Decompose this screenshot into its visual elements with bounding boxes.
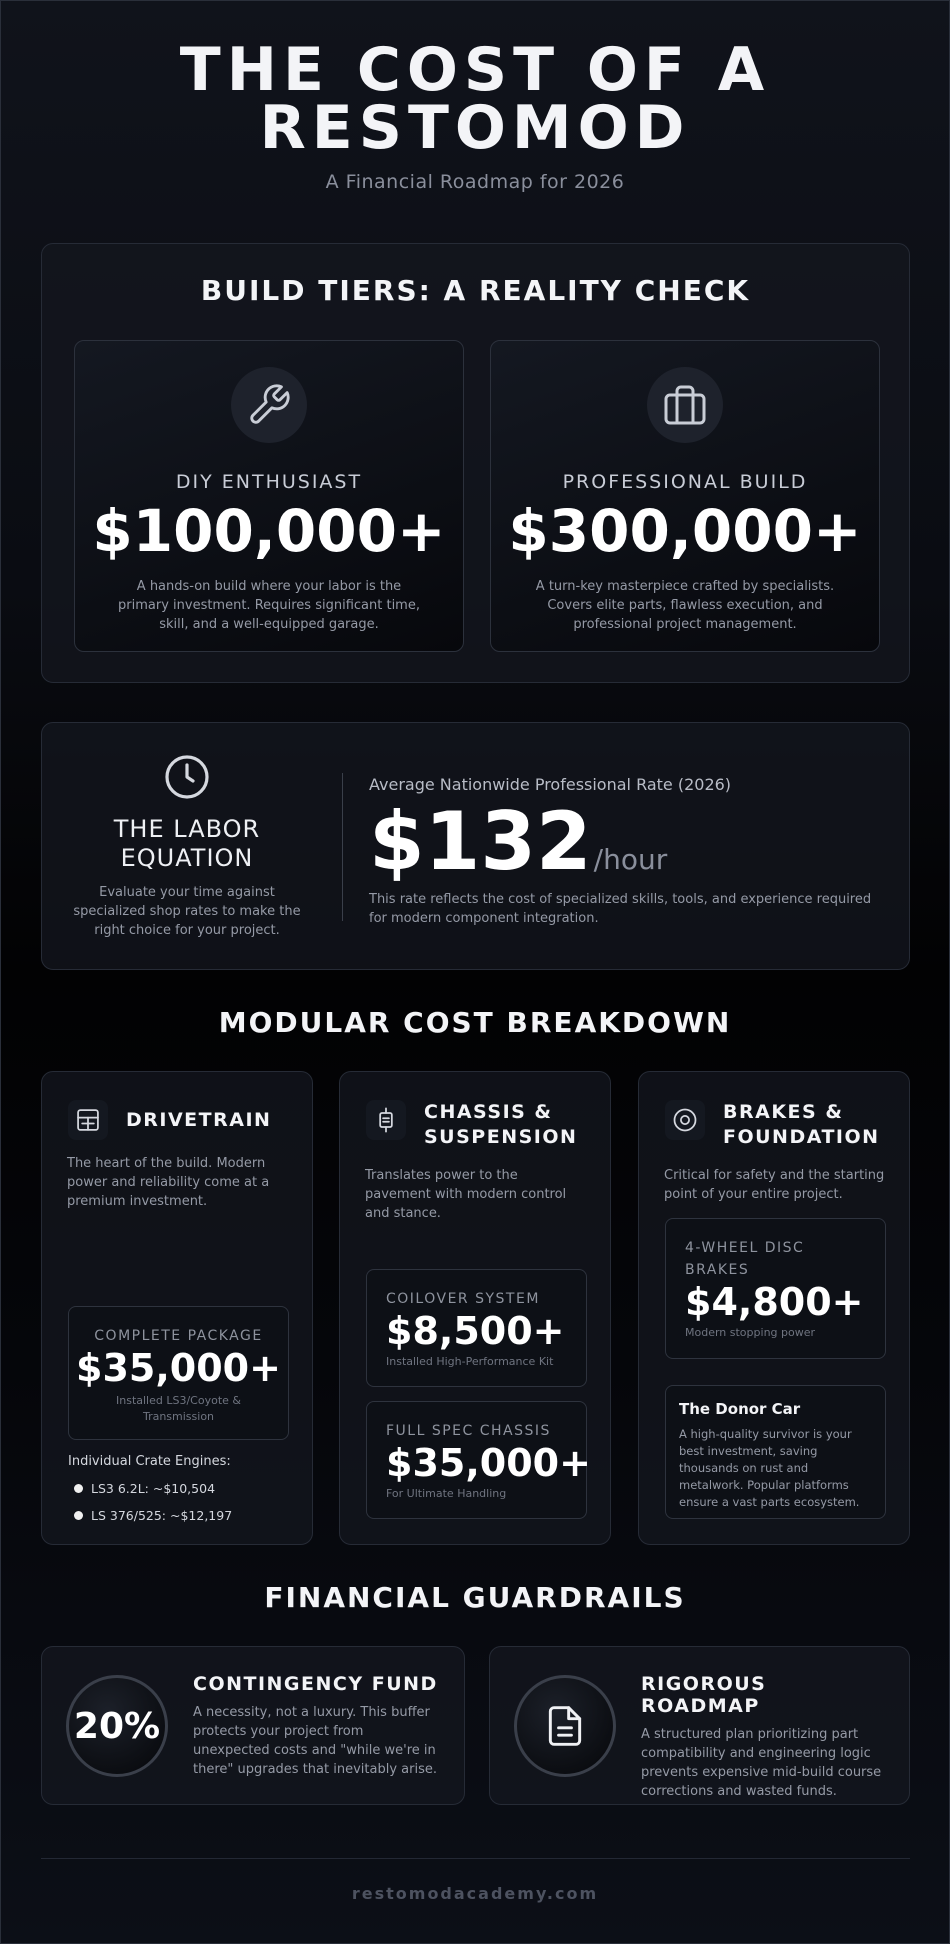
engine-icon xyxy=(68,1100,108,1140)
donor-car-box xyxy=(665,1385,886,1519)
crate-engines-title: Individual Crate Engines: xyxy=(68,1454,231,1469)
brakes-title-line-1: BRAKES & xyxy=(723,1101,844,1123)
cost-subtext: Modern stopping power xyxy=(685,1326,816,1339)
suspension-icon xyxy=(366,1100,406,1140)
document-icon xyxy=(514,1675,616,1777)
build-tiers-title: BUILD TIERS: A REALITY CHECK xyxy=(200,274,751,307)
chassis-card xyxy=(339,1071,611,1545)
labor-divider xyxy=(342,773,343,921)
infographic-page xyxy=(1,1,949,1903)
roadmap-description: A structured plan prioritizing part compatibility and engineering logic prevents expensive mid-build course corrections and wasted funds. xyxy=(641,1727,882,1799)
page-title xyxy=(1,1,949,163)
list-item: LS 376/525: ~$12,197 xyxy=(68,1508,232,1523)
labor-rate-unit: /hour xyxy=(593,843,668,876)
labor-rate-value: $132 xyxy=(369,795,592,888)
roadmap-card xyxy=(489,1646,910,1805)
drivetrain-card xyxy=(41,1071,313,1545)
cost-value: $35,000+ xyxy=(76,1346,281,1390)
tier-description: A hands-on build where your labor is the primary investment. Requires significant time, skill, and a well-equipped garage. xyxy=(118,579,420,632)
labor-description: Evaluate your time against specialized shop rates to make the right choice for your project. xyxy=(73,885,301,938)
labor-rate-note: This rate reflects the cost of specialized skills, tools, and experience required for modern component integration. xyxy=(369,892,872,926)
contingency-percent: 20% xyxy=(73,1705,161,1747)
tier-card-professional xyxy=(490,340,880,652)
tier-label: DIY ENTHUSIAST xyxy=(175,471,363,493)
cost-subtext: Installed LS3/Coyote & Transmission xyxy=(116,1394,241,1423)
disc-brakes-box xyxy=(665,1218,886,1359)
cost-label: COMPLETE PACKAGE xyxy=(94,1328,263,1344)
tier-description: A turn-key masterpiece crafted by specialists. Covers elite parts, flawless execution, and professional project management. xyxy=(535,579,835,632)
full-chassis-box xyxy=(366,1401,591,1519)
drivetrain-header xyxy=(68,1100,312,1140)
cost-label: COILOVER SYSTEM xyxy=(386,1291,540,1307)
labor-rate-caption: Average Nationwide Professional Rate (2026) xyxy=(369,775,732,794)
cost-value: $35,000+ xyxy=(386,1441,591,1485)
brakes-title-line-2: FOUNDATION xyxy=(723,1126,880,1148)
cost-subtext: Installed High-Performance Kit xyxy=(386,1355,554,1368)
contingency-card xyxy=(41,1646,465,1805)
tier-label: PROFESSIONAL BUILD xyxy=(562,471,808,493)
roadmap-title: RIGOROUS ROADMAP xyxy=(641,1673,767,1717)
financial-guardrails-title: FINANCIAL GUARDRAILS xyxy=(264,1581,686,1614)
labor-title: THE LABOR EQUATION xyxy=(113,815,261,872)
labor-equation-panel xyxy=(41,722,910,970)
brakes-description: Critical for safety and the starting point of your entire project. xyxy=(664,1168,885,1202)
labor-rate-block xyxy=(369,775,889,928)
title-line-2: RESTOMOD xyxy=(259,93,691,163)
contingency-text xyxy=(193,1673,443,1779)
cost-value: $4,800+ xyxy=(685,1280,864,1324)
chassis-header xyxy=(366,1100,610,1150)
donor-car-title: The Donor Car xyxy=(679,1400,801,1418)
coilover-box xyxy=(366,1269,587,1387)
tier-price: $300,000+ xyxy=(508,497,862,565)
contingency-percent-circle xyxy=(66,1675,168,1777)
tier-price: $100,000+ xyxy=(92,497,446,565)
wrench-icon xyxy=(231,367,307,443)
cost-label: FULL SPEC CHASSIS xyxy=(386,1423,551,1439)
drivetrain-package-box xyxy=(68,1306,289,1440)
chassis-title-line-2: SUSPENSION xyxy=(424,1126,578,1148)
contingency-title: CONTINGENCY FUND xyxy=(193,1673,438,1695)
modular-breakdown-title: MODULAR COST BREAKDOWN xyxy=(218,1006,732,1039)
labor-rate-row xyxy=(369,795,889,888)
drivetrain-title: DRIVETRAIN xyxy=(126,1109,272,1131)
brakes-card xyxy=(638,1071,910,1545)
donor-car-description: A high-quality survivor is your best investment, saving thousands on rust and metalwork. Popular platforms ensure a vast parts ecosystem. xyxy=(679,1427,860,1509)
footer-site: restomodacademy.com xyxy=(351,1884,599,1903)
drivetrain-description: The heart of the build. Modern power and reliability come at a premium investment. xyxy=(67,1156,270,1209)
footer-divider xyxy=(41,1858,910,1859)
title-line-1: THE COST OF A xyxy=(179,35,771,105)
chassis-title xyxy=(424,1100,577,1150)
briefcase-icon xyxy=(647,367,723,443)
labor-intro xyxy=(72,753,302,940)
brakes-title xyxy=(723,1100,880,1150)
cost-label: 4-WHEEL DISC BRAKES xyxy=(685,1240,805,1278)
brakes-header xyxy=(665,1100,909,1150)
contingency-description: A necessity, not a luxury. This buffer protects your project from unexpected costs and "while we're in there" upgrades that inevitably arise. xyxy=(193,1705,437,1777)
list-item: LS3 6.2L: ~$10,504 xyxy=(68,1481,232,1496)
page-subtitle: A Financial Roadmap for 2026 xyxy=(325,171,625,193)
clock-icon xyxy=(72,753,302,801)
cost-value: $8,500+ xyxy=(386,1309,565,1353)
tier-card-diy xyxy=(74,340,464,652)
roadmap-text xyxy=(641,1673,891,1801)
chassis-description: Translates power to the pavement with modern control and stance. xyxy=(365,1168,567,1221)
cost-subtext: For Ultimate Handling xyxy=(386,1487,507,1500)
build-tiers-panel xyxy=(41,243,910,683)
chassis-title-line-1: CHASSIS & xyxy=(424,1101,553,1123)
brake-disc-icon xyxy=(665,1100,705,1140)
crate-engines-list xyxy=(68,1454,232,1523)
